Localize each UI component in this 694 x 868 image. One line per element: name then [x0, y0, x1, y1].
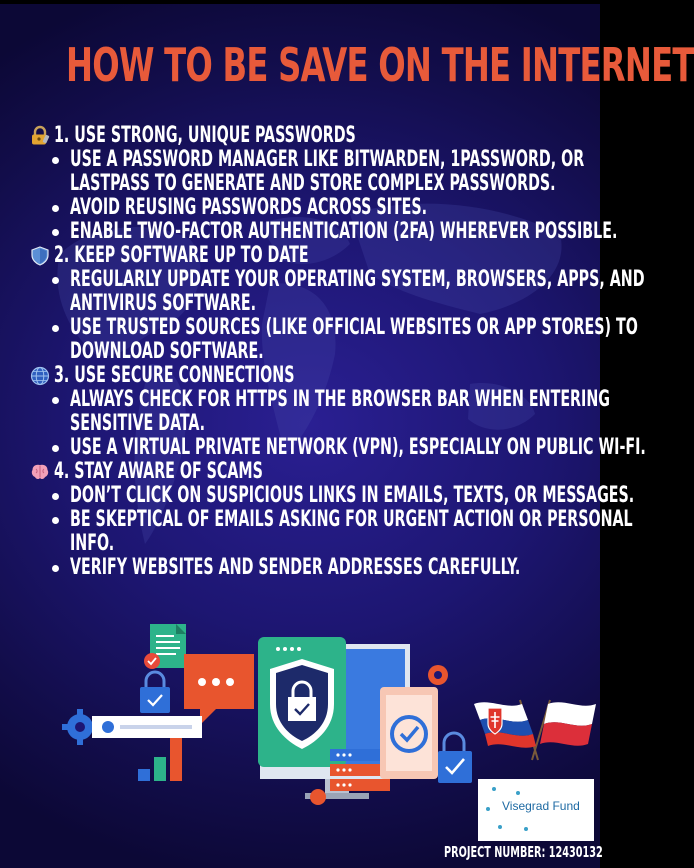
chat-bubble-icon	[184, 654, 254, 725]
logo-dot	[524, 827, 528, 831]
section-passwords	[30, 123, 618, 244]
logo-dot	[486, 807, 490, 811]
tips-content	[30, 123, 646, 580]
logo-dot	[492, 787, 496, 791]
gear-icon	[310, 789, 326, 805]
lock-key-icon	[30, 126, 50, 146]
tip-list	[30, 387, 646, 460]
crossed-flags	[472, 694, 598, 764]
section-heading: 2. KEEP SOFTWARE UP TO DATE	[30, 244, 600, 268]
poland-flag-icon	[540, 702, 596, 745]
tablet-check-icon	[380, 687, 438, 779]
bullet-dot	[52, 397, 59, 404]
brain-icon	[30, 462, 50, 482]
project-number: PROJECT NUMBER: 12430132	[444, 843, 603, 861]
bullet-dot	[52, 277, 59, 284]
padlock-icon	[140, 672, 170, 713]
tip-list	[30, 267, 645, 364]
bullet-dot	[52, 157, 59, 164]
logo-dot	[516, 791, 520, 795]
page-title: HOW TO BE SAVE ON THE INTERNET	[66, 38, 694, 92]
list-item: VERIFY WEBSITES AND SENDER ADDRESSES CAREFULLY.	[30, 556, 600, 580]
section-connections	[30, 363, 646, 460]
section-heading: 3. USE SECURE CONNECTIONS	[30, 364, 600, 388]
section-heading: 4. STAY AWARE OF SCAMS	[30, 460, 600, 484]
poster	[0, 4, 694, 868]
logo-text: Visegrad Fund	[502, 799, 580, 813]
list-item: USE A VIRTUAL PRIVATE NETWORK (VPN), ESPECIALLY ON PUBLIC WI-FI.	[30, 436, 600, 460]
bullet-dot	[52, 229, 59, 236]
list-item: USE TRUSTED SOURCES (LIKE OFFICIAL WEBSITES OR APP STORES) TO DOWNLOAD SOFTWARE.	[30, 316, 600, 364]
padlock-icon	[438, 733, 472, 783]
bar-chart-icon	[138, 737, 182, 781]
slovakia-flag-icon	[474, 702, 536, 747]
bullet-dot	[52, 493, 59, 500]
list-item: AVOID REUSING PASSWORDS ACROSS SITES.	[30, 196, 600, 220]
list-item: ENABLE TWO-FACTOR AUTHENTICATION (2FA) WHEREVER POSSIBLE.	[30, 220, 600, 244]
check-badge-icon	[144, 653, 160, 669]
user-card-icon	[92, 716, 202, 738]
logo-dot	[498, 825, 502, 829]
visegrad-fund-logo	[478, 779, 594, 841]
bullet-dot	[52, 205, 59, 212]
bullet-dot	[52, 517, 59, 524]
list-item: BE SKEPTICAL OF EMAILS ASKING FOR URGENT ACTION OR PERSONAL INFO.	[30, 508, 600, 556]
shield-icon	[30, 246, 50, 266]
globe-icon	[30, 366, 50, 386]
list-item: ALWAYS CHECK FOR HTTPS IN THE BROWSER BAR WHEN ENTERING SENSITIVE DATA.	[30, 388, 600, 436]
tip-list	[30, 483, 635, 580]
section-software	[30, 243, 645, 364]
list-item: REGULARLY UPDATE YOUR OPERATING SYSTEM, BROWSERS, APPS, AND ANTIVIRUS SOFTWARE.	[30, 268, 600, 316]
section-heading: 1. USE STRONG, UNIQUE PASSWORDS	[30, 124, 600, 148]
bullet-dot	[52, 565, 59, 572]
bullet-dot	[52, 445, 59, 452]
bullet-dot	[52, 325, 59, 332]
list-item: DON’T CLICK ON SUSPICIOUS LINKS IN EMAILS, TEXTS, OR MESSAGES.	[30, 484, 600, 508]
tip-list	[30, 147, 618, 244]
phone-shield-icon	[258, 637, 346, 767]
list-item: USE A PASSWORD MANAGER LIKE BITWARDEN, 1PASSWORD, OR LASTPASS TO GENERATE AND STORE COMPLEX PASSWORDS.	[30, 148, 600, 196]
section-scams	[30, 459, 635, 580]
